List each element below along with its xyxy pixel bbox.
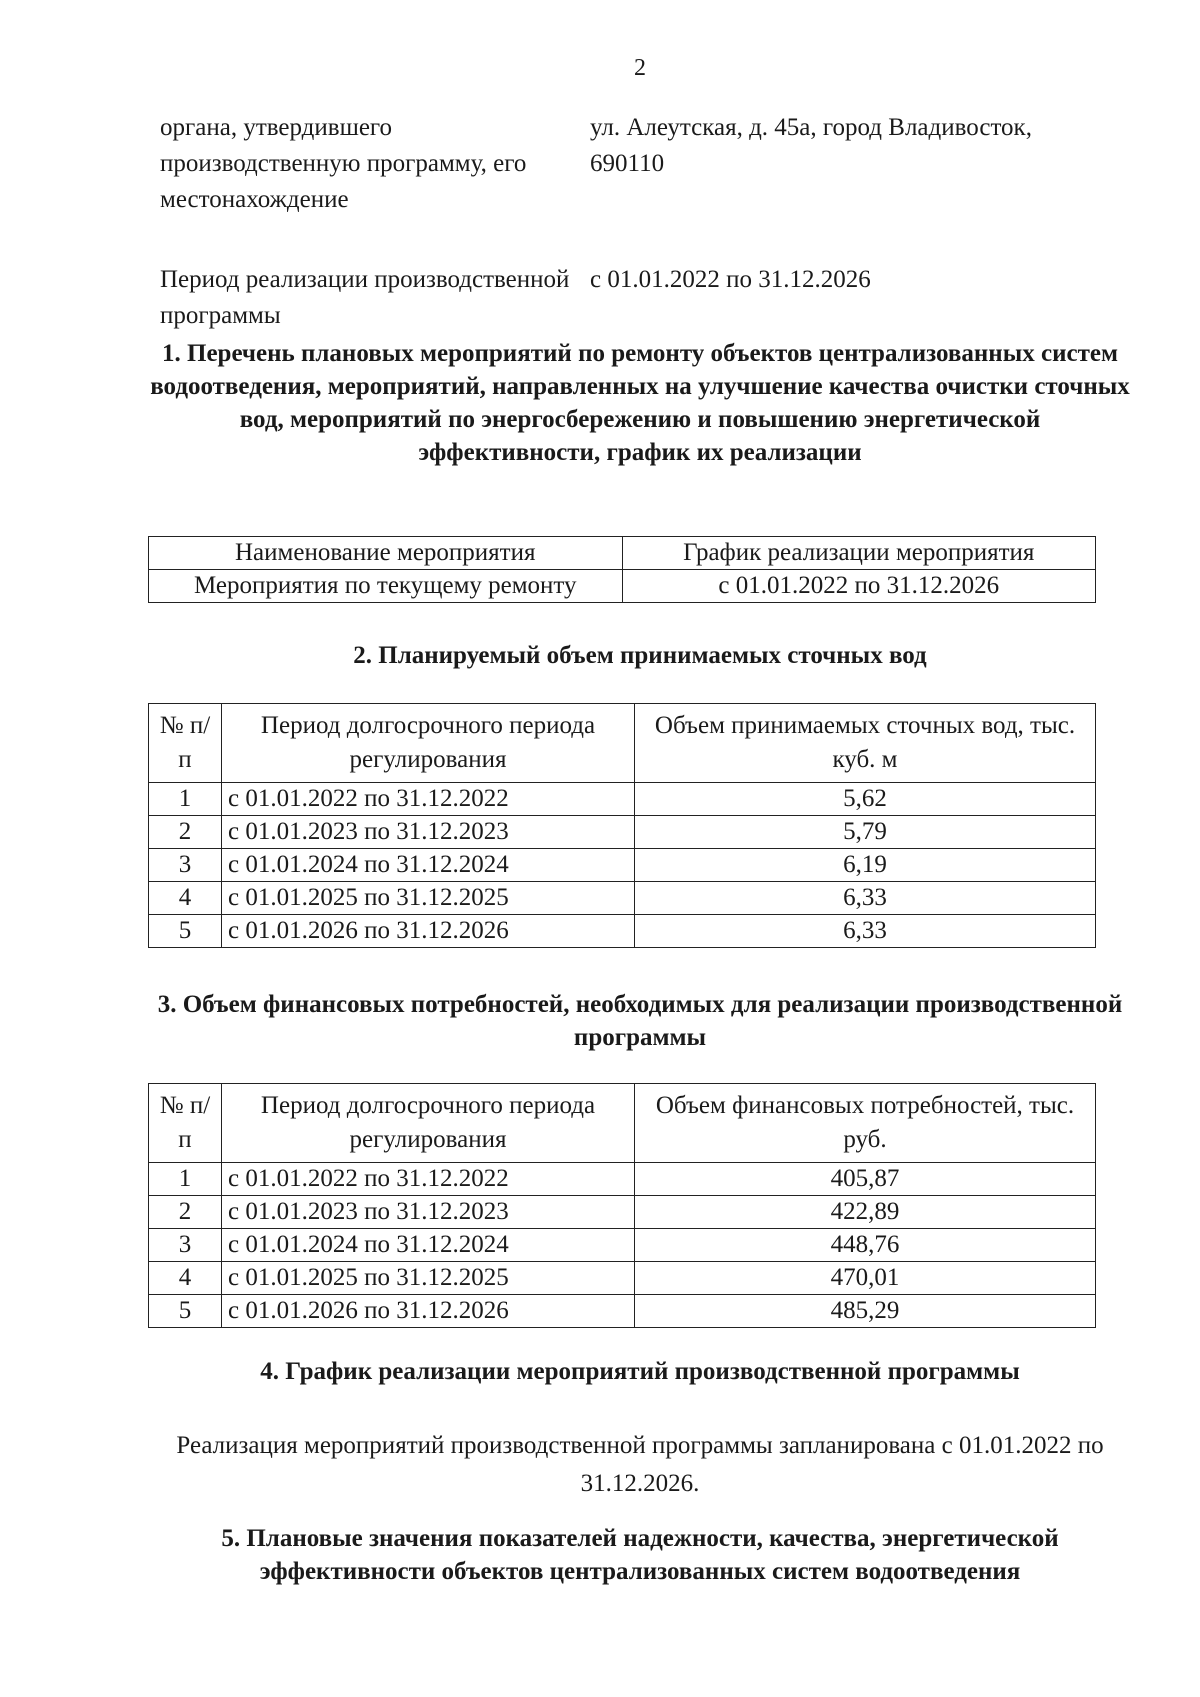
section-3-title: 3. Объем финансовых потребностей, необходимых для реализации производственной программы [157, 991, 1123, 1051]
header-period: Период долгосрочного периода регулирования [222, 1084, 635, 1163]
header-volume: Объем принимаемых сточных вод, тыс. куб. м [635, 704, 1096, 783]
row-period: с 01.01.2025 по 31.12.2025 [222, 1262, 635, 1295]
page-number: 2 [634, 55, 646, 81]
activity-name: Мероприятия по текущему ремонту [149, 570, 623, 603]
row-period: с 01.01.2026 по 31.12.2026 [222, 1295, 635, 1328]
row-volume: 6,33 [635, 882, 1096, 915]
table-row [149, 1295, 1096, 1328]
table-row [149, 882, 1096, 915]
table-header-row [149, 1084, 1096, 1163]
row-number: 1 [149, 1163, 222, 1196]
authority-value: ул. Алеутская, д. 45а, город Владивосток, 690110 [590, 114, 1032, 177]
row-amount: 485,29 [635, 1295, 1096, 1328]
row-number: 4 [149, 1262, 222, 1295]
row-amount: 448,76 [635, 1229, 1096, 1262]
table-row [149, 783, 1096, 816]
header-number: № п/п [149, 1084, 222, 1163]
row-number: 3 [149, 1229, 222, 1262]
authority-label: органа, утвердившего производственную программу, его местонахождение [160, 114, 527, 213]
table-row [149, 915, 1096, 948]
period-label: Период реализации производственной программы [160, 266, 570, 329]
row-volume: 6,33 [635, 915, 1096, 948]
section-4-text: Реализация мероприятий производственной программы запланирована с 01.01.2022 по 31.12.2026. [176, 1432, 1104, 1497]
header-period: Период долгосрочного периода регулирования [222, 704, 635, 783]
row-period: с 01.01.2023 по 31.12.2023 [222, 816, 635, 849]
financial-needs-table [148, 1083, 1096, 1328]
row-volume: 5,62 [635, 783, 1096, 816]
row-period: с 01.01.2023 по 31.12.2023 [222, 1196, 635, 1229]
section-4-title: 4. График реализации мероприятий производственной программы [260, 1358, 1020, 1385]
row-number: 2 [149, 816, 222, 849]
row-period: с 01.01.2025 по 31.12.2025 [222, 882, 635, 915]
table-row [149, 1262, 1096, 1295]
wastewater-volume-table [148, 703, 1096, 948]
header-financial-needs: Объем финансовых потребностей, тыс. руб. [635, 1084, 1096, 1163]
table-header-row [149, 537, 1096, 570]
period-value: с 01.01.2022 по 31.12.2026 [590, 266, 871, 293]
table-row [149, 1196, 1096, 1229]
table-row [149, 570, 1096, 603]
row-number: 3 [149, 849, 222, 882]
section-2-title: 2. Планируемый объем принимаемых сточных вод [353, 642, 927, 669]
header-number: № п/п [149, 704, 222, 783]
row-number: 4 [149, 882, 222, 915]
row-number: 1 [149, 783, 222, 816]
row-period: с 01.01.2022 по 31.12.2022 [222, 783, 635, 816]
section-1-title: 1. Перечень плановых мероприятий по ремонту объектов централизованных систем водоотведения, мероприятий, направленных на улучшение качества очистки сточных вод, мероприятий по энергосбережению и повышению энергетической эффективности, график их реализации [150, 340, 1130, 466]
row-amount: 405,87 [635, 1163, 1096, 1196]
row-period: с 01.01.2024 по 31.12.2024 [222, 849, 635, 882]
activities-table [148, 536, 1096, 603]
row-volume: 5,79 [635, 816, 1096, 849]
row-number: 5 [149, 1295, 222, 1328]
table-row [149, 816, 1096, 849]
row-number: 2 [149, 1196, 222, 1229]
table-header-row [149, 704, 1096, 783]
table-row [149, 1229, 1096, 1262]
table-row [149, 1163, 1096, 1196]
header-activity-schedule: График реализации мероприятия [622, 537, 1096, 570]
row-volume: 6,19 [635, 849, 1096, 882]
activity-schedule: с 01.01.2022 по 31.12.2026 [622, 570, 1096, 603]
table-row [149, 849, 1096, 882]
row-number: 5 [149, 915, 222, 948]
row-period: с 01.01.2026 по 31.12.2026 [222, 915, 635, 948]
row-amount: 422,89 [635, 1196, 1096, 1229]
header-activity-name: Наименование мероприятия [149, 537, 623, 570]
row-period: с 01.01.2024 по 31.12.2024 [222, 1229, 635, 1262]
section-5-title: 5. Плановые значения показателей надежности, качества, энергетической эффективности объектов централизованных систем водоотведения [221, 1525, 1059, 1585]
row-period: с 01.01.2022 по 31.12.2022 [222, 1163, 635, 1196]
row-amount: 470,01 [635, 1262, 1096, 1295]
